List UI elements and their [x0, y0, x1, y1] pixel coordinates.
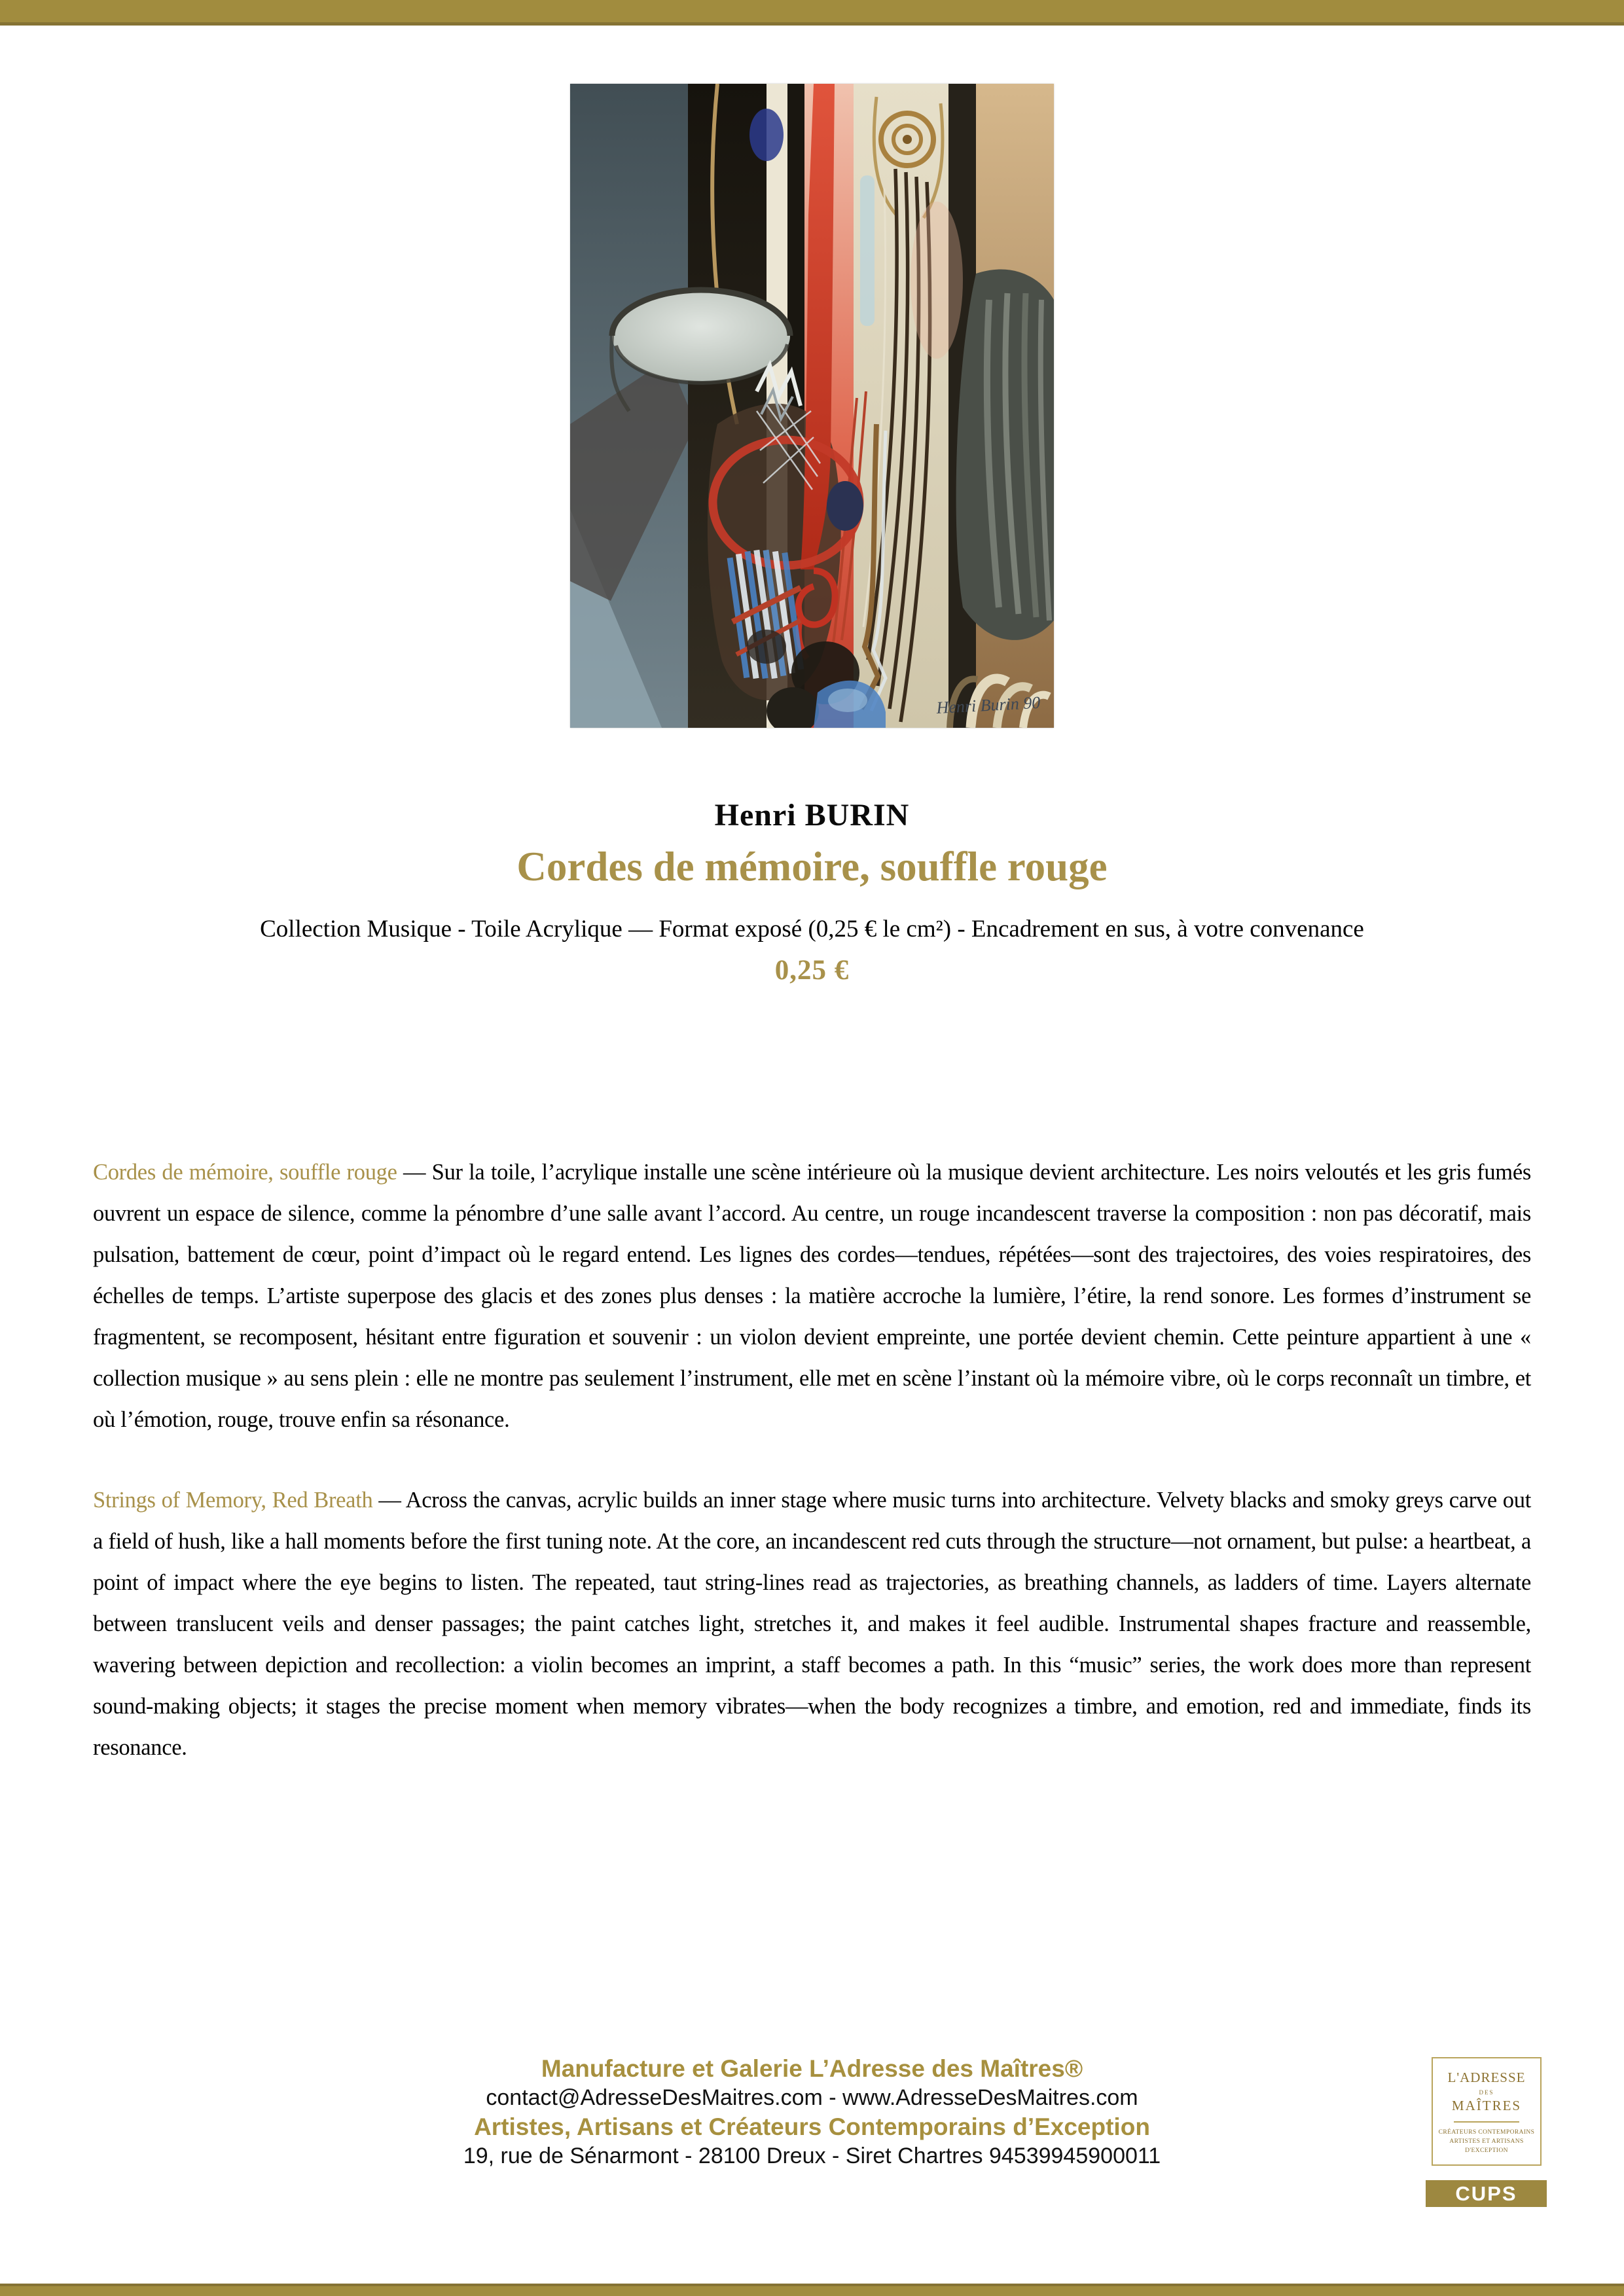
logo-divider [1454, 2121, 1519, 2123]
artwork-price: 0,25 € [774, 955, 850, 986]
footer-gallery-name: Manufacture et Galerie L’Adresse des Maîtres® [541, 2055, 1083, 2082]
logo-line-maitres: MAÎTRES [1451, 2098, 1522, 2113]
description-french-lead: Cordes de mémoire, souffle rouge [93, 1160, 397, 1185]
abstract-painting-graphic [570, 84, 1054, 728]
description-english-body: — Across the canvas, acrylic builds an inner stage where music turns into architecture. Velvety blacks and smoky greys carve out a field of hush, like a hall moments before the first tuning note. At the core, an incandescent red cuts through the structure—not ornament, but pulse: a heartbeat, a point of impact where the eye begins to listen. The repeated, taut string-lines read as trajectories, as breathing channels, as ladders of time. Layers alternate between translucent veils and denser passages; the paint catches light, stretches it, and makes it feel audible. Instrumental shapes fracture and reassemble, wavering between depiction and recollection: a violin becomes an imprint, a staff becomes a path. In this “music” series, the work does more than represent sound-making objects; it stages the precise moment when memory vibrates—when the body recognizes a timbre, and emotion, red and immediate, finds its resonance. [93, 1488, 1531, 1760]
logo-line-adresse: L'ADRESSE [1447, 2070, 1526, 2085]
description-french [93, 1152, 1531, 1441]
bottom-gold-border [0, 2284, 1624, 2296]
descriptions-block [93, 1152, 1531, 1808]
description-english [93, 1480, 1531, 1768]
footer-address-line: 19, rue de Sénarmont - 28100 Dreux - Siret Chartres 94539945900011 [463, 2144, 1161, 2168]
description-french-body: — Sur la toile, l’acrylique installe une scène intérieure où la musique devient architecture. Les noirs veloutés et les gris fumés ouvrent un espace de silence, comme la pénombre d’une salle avant l’accord. Au centre, un rouge incandescent traverse la composition : non pas décoratif, mais pulsation, battement de cœur, point d’impact où le regard entend. Les lignes des cordes—tendues, répétées—sont des trajectoires, des voies respiratoires, des échelles de temps. L’artiste superpose des glacis et des zones plus denses : la matière accroche la lumière, l’étire, la rend sonore. Les formes d’instrument se fragmentent, se recomposent, hésitant entre figuration et souvenir : un violon devient empreinte, une portée devient chemin. Cette peinture appartient à une « collection musique » au sens plein : elle ne montre pas seulement l’instrument, elle met en scène l’instant où la mémoire vibre, où le corps reconnaît un timbre, et où l’émotion, rouge, trouve enfin sa résonance. [93, 1160, 1531, 1432]
gallery-logo [1432, 2057, 1542, 2166]
artwork-image [570, 84, 1054, 728]
artwork-subtitle: Collection Musique - Toile Acrylique — Format exposé (0,25 € le cm²) - Encadrement en sus, à votre convenance [260, 916, 1364, 942]
footer [0, 2054, 1624, 2170]
description-english-lead: Strings of Memory, Red Breath [93, 1488, 373, 1513]
footer-tagline: Artistes, Artisans et Créateurs Contemporains d’Exception [474, 2113, 1150, 2140]
cups-badge: CUPS [1426, 2180, 1547, 2207]
logo-line-exception: D'EXCEPTION [1465, 2147, 1508, 2154]
top-gold-border [0, 0, 1624, 26]
logo-line-des: DES [1479, 2089, 1494, 2096]
artist-name: Henri BURIN [714, 798, 910, 833]
logo-line-createurs: CRÉATEURS CONTEMPORAINS [1438, 2129, 1535, 2136]
footer-contact-line: contact@AdresseDesMaitres.com - www.AdresseDesMaitres.com [486, 2085, 1138, 2110]
artwork-title: Cordes de mémoire, souffle rouge [516, 844, 1108, 889]
logo-line-artistes: ARTISTES ET ARTISANS [1449, 2138, 1524, 2145]
artist-signature: Henri Burin 90 [935, 692, 1041, 717]
